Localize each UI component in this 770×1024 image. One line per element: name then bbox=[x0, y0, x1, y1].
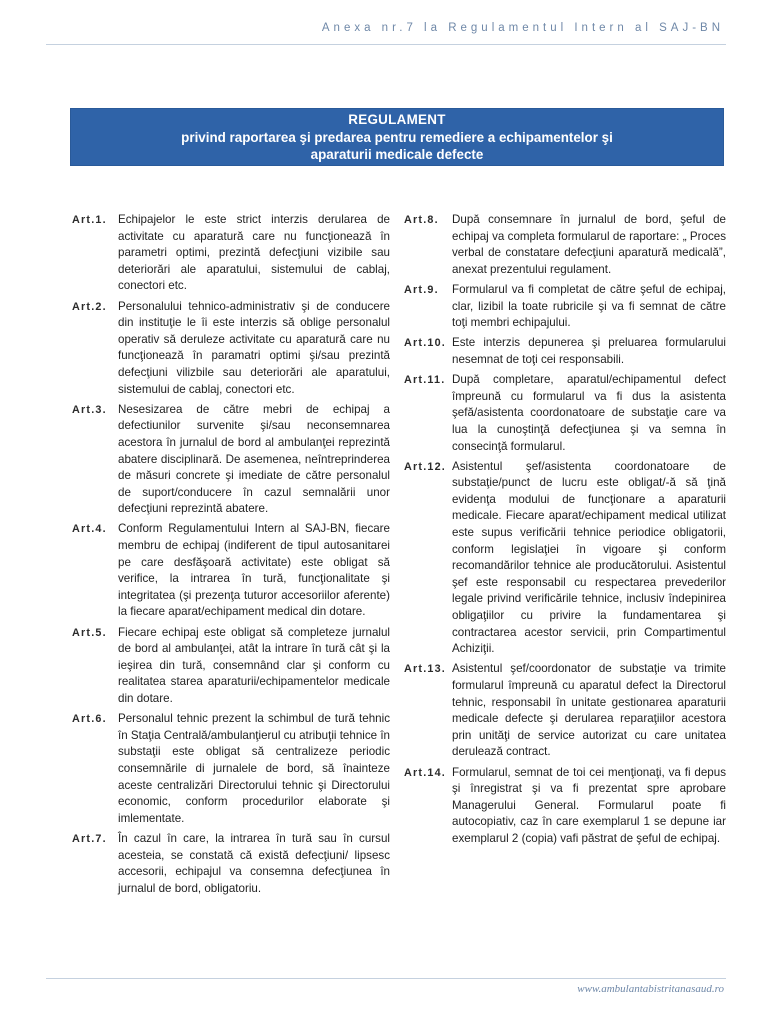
article bbox=[404, 282, 726, 332]
article-text: Personalul tehnic prezent la schimbul de tură tehnic în Staţia Centrală/ambulanţierul cu atribuţii tehnice în substaţii este obligat să centralizeze periodic consemnările di jurnalele de bord, să înainteze aceste centralizări Directorului tehnic şi Directorului economic, conform procedurilor elaborate şi imlementate. bbox=[118, 712, 390, 825]
article-text: Nesesizarea de către mebri de echipaj a defectiunilor survenite şi/sau neconsemnarea acestora în jurnalul de bord al ambulanţei reprezintă abatere disciplinară. De asemenea, neîntreprinderea de măsuri concrete şi imediate de către personalul de suport/conducere în cazul semnalării unor defecţiuni reprezintă abatere. bbox=[118, 402, 390, 516]
footer-divider bbox=[46, 978, 726, 979]
article-text: După completare, aparatul/echipamentul defect împreună cu formularul va fi dus la asistenta şefă/asistenta coordonatoare de substaţie care va lua la cunoştinţă defecţiunea şi va semna în consecinţă formularul. bbox=[452, 373, 726, 453]
article-text: În cazul în care, la intrarea în tură sau în cursul acesteia, se constată că există defecţiuni/ lipsesc accesorii, echipajul va consemna defecţiunea în jurnalul de bord, obligatoriu. bbox=[118, 831, 390, 895]
article bbox=[404, 372, 726, 455]
header-divider bbox=[46, 44, 726, 45]
article bbox=[404, 459, 726, 658]
article-number: Art.7. bbox=[72, 832, 107, 845]
article bbox=[72, 711, 390, 827]
article-number: Art.6. bbox=[72, 713, 107, 726]
article-number: Art.10. bbox=[404, 337, 447, 350]
article bbox=[404, 661, 726, 761]
title-line-3: aparaturii medicale defecte bbox=[310, 147, 484, 162]
article bbox=[72, 299, 390, 399]
article-text: Asistentul şef/asistenta coordonatoare de substaţie/punct de lucru este obligat/-ă să ţină evidenţa modului de funcţionare a aparaturii medicale. Fiecare aparat/echipament medical utilizat este supus verificării tehnice periodice obligatorii, conform legislaţiei în vigoare şi conform recomandărilor tehnice ale producătorului. Asistentul şef este responsabil cu respectarea prevederilor legale privind verificările tehnice, inclusiv îndepinirea obligaţiilor cu privire la fundamentarea şi contractarea acestor servicii, prin Compartimentul Achiziţii. bbox=[452, 459, 726, 656]
article bbox=[404, 212, 726, 278]
article bbox=[72, 402, 390, 518]
title-line-1: REGULAMENT bbox=[348, 112, 446, 127]
article-text: Asistentul şef/coordonator de substaţie va trimite formularul împreună cu aparatul defect la Directorul tehnic, responsabil în unitate gestionarea aparaturii medicale defecte şi derularea reparaţiilor acestora prin unităţi de service autorizat cu care unitatea derulează contract. bbox=[452, 662, 726, 759]
article-number: Art.9. bbox=[404, 283, 439, 296]
article-number: Art.12. bbox=[404, 460, 447, 473]
article-number: Art.2. bbox=[72, 300, 107, 313]
article-number: Art.11. bbox=[404, 374, 446, 387]
article bbox=[72, 625, 390, 708]
article-text: Conform Regulamentului Intern al SAJ-BN, fiecare membru de echipaj (indiferent de tipul autosanitarei pe care desfăşoară activitate) este obligat să verifice, la intrarea în tură, funcţionalitate şi integritatea (şi prezenţa tuturor accesoriilor aferente) la fiecare aparat/echipament medical din dotare. bbox=[118, 522, 390, 619]
article-text: Este interzis depunerea şi preluarea formularului nesemnat de toţi cei responsabili. bbox=[452, 336, 726, 366]
article-number: Art.8. bbox=[404, 214, 439, 226]
article-text: Formularul, semnat de toi cei menţionaţi, va fi depus şi înregistrat şi va fi prezentat spre aprobare Managerului General. Formularul poate fi autocopiativ, caz în care exemplarul 1 se depune iar exemplarul 2 (copia) vafi păstrat de şeful de echipaj. bbox=[452, 765, 726, 845]
right-column bbox=[404, 212, 726, 851]
article-number: Art.14. bbox=[404, 766, 447, 779]
article-number: Art.13. bbox=[404, 663, 447, 676]
article-text: Personalului tehnico-administrativ şi de conducere din instituţie le îi este interzis să oblige personalul operativ să deruleze activitate cu aparatură care nu funcţionează în paramatri optimi şi/sau prezintă defecţiuni vilizbile sau deteriorări ale aparatului, sistemului de cablaj, conectori etc. bbox=[118, 299, 390, 396]
left-column bbox=[72, 212, 390, 901]
title-line-2: privind raportarea şi predarea pentru remediere a echipamentelor şi bbox=[181, 129, 613, 145]
article bbox=[404, 765, 726, 848]
article bbox=[404, 335, 726, 368]
annex-header: Anexa nr.7 la Regulamentul Intern al SAJ-BN bbox=[321, 22, 724, 34]
article bbox=[72, 831, 390, 897]
article-text: Echipajelor le este strict interzis derularea de activitate cu aparatură care nu funcţionează în parametri optimi, prezintă defecţiuni vizibile sau deteriorări ale aparatului, sistemului de cablaj, conectori etc. bbox=[118, 213, 390, 293]
document-title-box bbox=[70, 108, 724, 166]
article-text: Fiecare echipaj este obligat să completeze jurnalul de bord al ambulanţei, atât la intrare în tură cât şi la ieşirea din tură, consemnând clar şi conform cu realitatea starea aparaturii/echipamentelor medicale din dotare. bbox=[118, 625, 390, 705]
article-number: Art.3. bbox=[72, 403, 107, 416]
article-text: Formularul va fi completat de către şeful de echipaj, clar, lizibil la toate rubricile şi va fi semnat de către toţi membri echipajului. bbox=[452, 282, 726, 330]
article bbox=[72, 212, 390, 295]
article-number: Art.1. bbox=[72, 214, 107, 226]
article-number: Art.5. bbox=[72, 626, 107, 639]
article-text: După consemnare în jurnalul de bord, şeful de echipaj va completa formularul de raportare: „ Proces verbal de constatare defecţiuni aparatură medicală”, anexat prezentului regulament. bbox=[452, 213, 726, 276]
footer-website-link[interactable]: www.ambulantabistritanasaud.ro bbox=[577, 983, 724, 995]
article bbox=[72, 521, 390, 621]
article-number: Art.4. bbox=[72, 523, 107, 536]
